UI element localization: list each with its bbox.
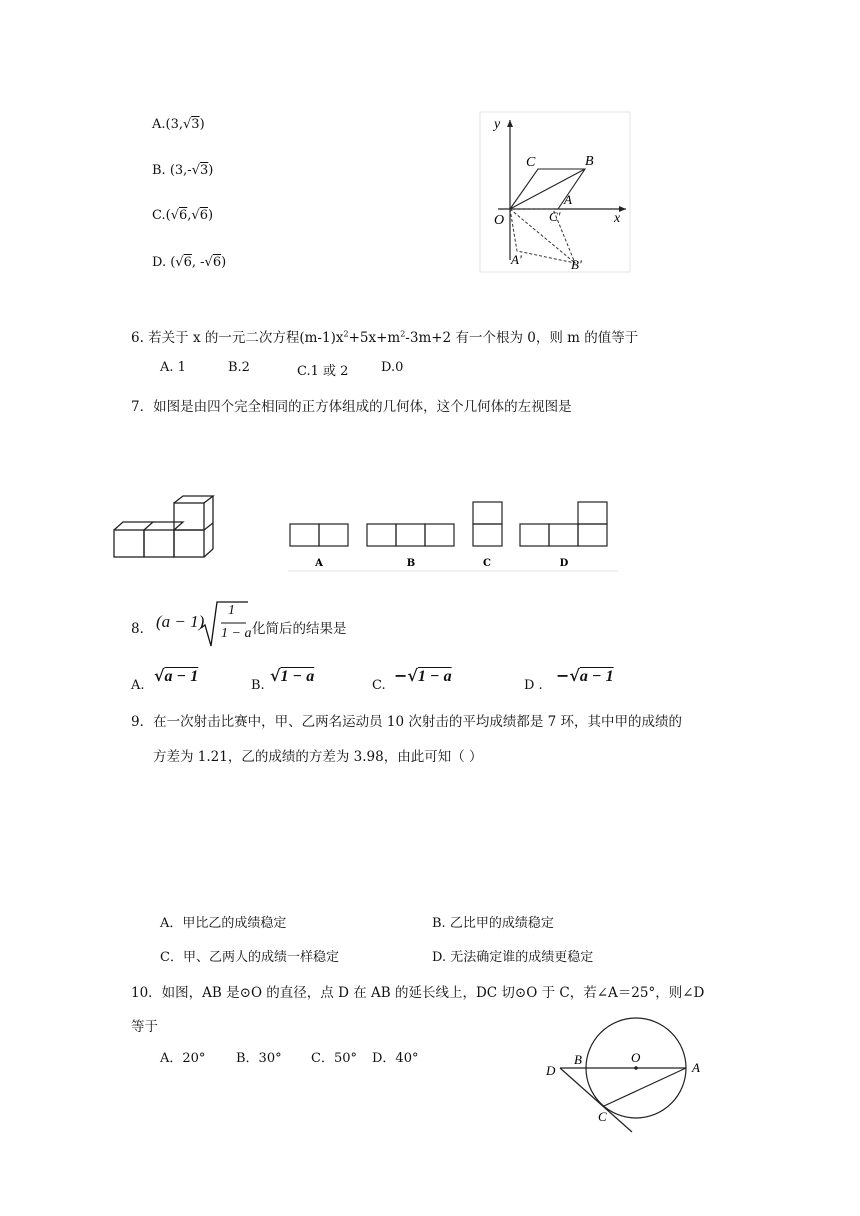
- q10-stem-line2: 等于: [131, 1019, 158, 1035]
- radicand: 3: [191, 117, 200, 132]
- option-label: D. (: [152, 255, 176, 270]
- option-tail: ): [208, 163, 214, 178]
- tangent-DC: [560, 1068, 632, 1132]
- y-axis-arrow: [507, 120, 513, 127]
- label-O: O: [494, 213, 505, 228]
- label-C: C: [526, 155, 536, 170]
- label-option-a: A: [315, 558, 323, 569]
- radicand: 6: [212, 255, 222, 270]
- radicand: 1 − a: [280, 668, 315, 685]
- sign: −: [394, 666, 408, 685]
- figure-border: [480, 112, 630, 272]
- q5-option-a: [152, 117, 205, 132]
- option-tail: ): [221, 255, 227, 270]
- q9-stem-line1: 9．在一次射击比赛中，甲、乙两名运动员 10 次射击的平均成绩都是 7 环，其中甲的成绩的: [131, 714, 683, 730]
- superscript: 2: [400, 329, 406, 339]
- separator: ,: [187, 208, 192, 223]
- q5-option-b: [152, 163, 213, 178]
- radicand: 3: [199, 163, 209, 178]
- q7-options-figure: [288, 498, 618, 573]
- q8-option-a-value: √a − 1: [154, 666, 199, 685]
- label-O: O: [631, 1050, 641, 1065]
- q6-option-d: D.0: [381, 360, 404, 375]
- radicand: 6: [178, 208, 188, 223]
- sign: −: [556, 666, 570, 685]
- q9-option-c: C．甲、乙两人的成绩一样稳定: [160, 950, 339, 965]
- q8-option-d-label: D .: [524, 678, 543, 693]
- option-tail: ): [199, 117, 205, 132]
- q8-expr-left: (a − 1): [156, 612, 205, 631]
- q8-number: 8．: [131, 621, 154, 637]
- radicand: a − 1: [579, 668, 614, 685]
- diagonal-OB: [510, 169, 585, 209]
- q5-coordinate-figure: [480, 112, 630, 272]
- q6-stem: [131, 326, 638, 346]
- q10-option-d: D．40°: [372, 1051, 419, 1066]
- q7-stem: 7．如图是由四个完全相同的正方体组成的几何体，这个几何体的左视图是: [131, 399, 572, 415]
- option-label: B. (3,-: [152, 163, 192, 178]
- q8-option-c-label: C.: [372, 678, 386, 693]
- separator: , -: [191, 255, 205, 270]
- radicand: a − 1: [164, 668, 199, 685]
- radicand: 6: [183, 255, 192, 270]
- q9-option-a: A．甲比乙的成绩稳定: [160, 916, 287, 931]
- q9-option-b: B. 乙比甲的成绩稳定: [432, 916, 554, 931]
- label-A: A: [692, 1060, 700, 1075]
- q8-option-b-label: B.: [251, 678, 265, 693]
- label-A: A: [564, 192, 572, 207]
- option-label: C.(: [152, 208, 171, 223]
- center-point: [634, 1066, 638, 1070]
- q8-frac-denominator: 1 − a: [221, 626, 252, 641]
- q5-option-d: D. (√6, -√6): [152, 255, 227, 270]
- radicand: 1 − a: [417, 668, 452, 685]
- q8-option-b-value: √1 − a: [270, 666, 315, 685]
- q8-tail: 化简后的结果是: [252, 621, 347, 637]
- q10-stem-line1: 10．如图，AB 是⊙O 的直径，点 D 在 AB 的延长线上，DC 切⊙O 于 C，若∠A＝25°，则∠D: [131, 985, 705, 1001]
- label-option-c: C: [483, 558, 491, 569]
- stem-part: +5x+m: [348, 330, 401, 346]
- option-d-view: [520, 502, 607, 546]
- sqrt: √3: [183, 117, 200, 132]
- q6-option-b: B.2: [228, 360, 250, 375]
- label-C: C: [598, 1109, 607, 1124]
- sqrt: √3: [191, 163, 209, 178]
- q9-option-d: D. 无法确定谁的成绩更稳定: [432, 950, 594, 965]
- q5-option-c: C.(√6,√6): [152, 208, 214, 223]
- q10-option-a: A．20°: [160, 1051, 206, 1066]
- superscript: 2: [343, 329, 349, 339]
- label-option-b: B: [406, 558, 416, 569]
- option-c-view: [473, 502, 502, 546]
- option-label: A.(3,: [152, 117, 183, 132]
- label-D: D: [546, 1063, 556, 1078]
- option-b-view: [367, 524, 454, 546]
- label-B: B: [574, 1052, 582, 1067]
- q8-option-a-label: A.: [131, 678, 145, 693]
- label-option-d: D: [559, 558, 569, 569]
- label-A-prime: A': [511, 252, 522, 267]
- label-B-prime: B': [571, 257, 582, 272]
- q7-cube-solid-figure: [110, 495, 220, 560]
- label-x: x: [614, 211, 621, 226]
- label-y: y: [494, 117, 501, 132]
- q10-option-c: C．50°: [311, 1051, 357, 1066]
- stem-part: -3m+2 有一个根为 0，则 m 的值等于: [405, 330, 639, 346]
- q8-option-c-value: −√1 − a: [394, 666, 452, 685]
- q6-option-a: A. 1: [160, 360, 186, 375]
- label-B: B: [585, 154, 594, 169]
- q10-circle-figure: [540, 1012, 720, 1137]
- option-a-view: [290, 524, 348, 546]
- q8-frac-numerator: 1: [228, 603, 235, 618]
- option-tail: ): [207, 208, 214, 223]
- q9-stem-line2: 方差为 1.21，乙的成绩的方差为 3.98，由此可知（ ）: [153, 749, 483, 765]
- q10-option-b: B．30°: [236, 1051, 282, 1066]
- stem-part: 6. 若关于 x 的一元二次方程(m-1)x: [131, 330, 344, 346]
- label-C-prime: C': [549, 209, 561, 224]
- q6-option-c: C.1 或 2: [297, 364, 349, 379]
- radicand: 6: [199, 208, 208, 223]
- q8-option-d-value: −√a − 1: [556, 666, 614, 685]
